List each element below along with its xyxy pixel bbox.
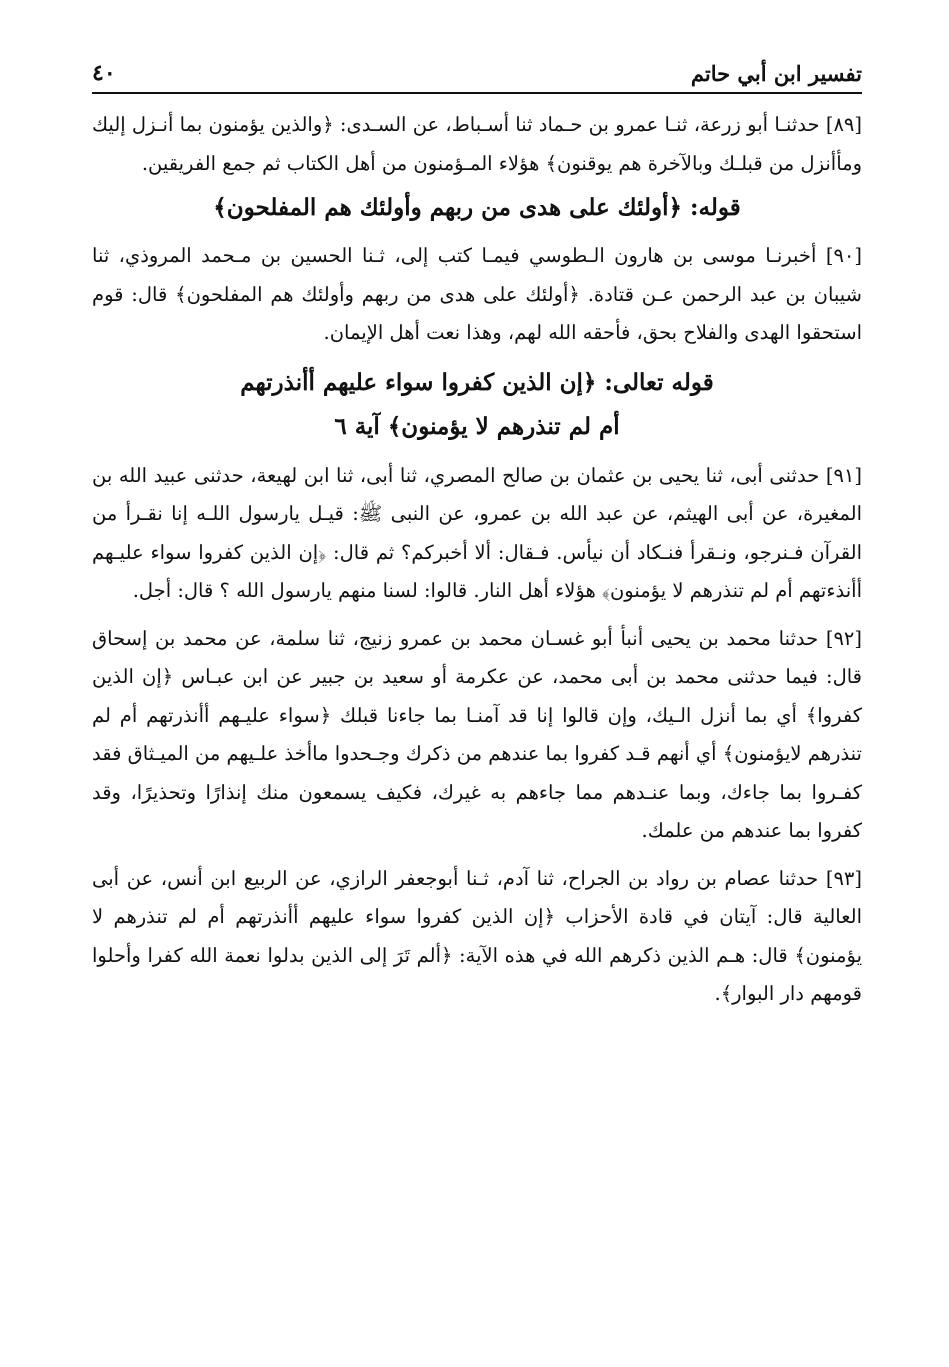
book-title: تفسير ابن أبي حاتم <box>690 61 862 86</box>
section-heading-1: قوله: ﴿أولئك على هدى من ربهم وأولئك هم المفلحون﴾ <box>213 194 741 221</box>
section-heading-2-line-2: أم لم تنذرهم لا يؤمنون﴾ آية ٦ <box>334 412 620 440</box>
book-page <box>92 40 862 1014</box>
section-heading-2-line-1: قوله تعالى: ﴿إن الذين كفروا سواء عليهم أأنذرتهم <box>240 368 714 396</box>
page-number: ٤٠ <box>92 60 116 86</box>
paragraph-90: [٩٠] أخبرنـا موسى بن هارون الـطوسي فيمـا كتب إلى، ثـنا الحسين بن مـحمد المروذي، ثنا شيبان بن عبد الرحمن عـن قتادة. ﴿أولئك على هدى من ربهم وأولئك هم المفلحون﴾ قال: قوم استحقوا الهدى والفلاح بحق، فأحقه الله لهم، وهذا نعت أهل الإيمان. <box>92 244 862 344</box>
section-heading-2 <box>92 361 862 449</box>
paragraph-91: [٩١] حدثنى أبى، ثنا يحيى بن عثمان بن صالح المصري، ثنا أبى، ثنا ابن لهيعة، حدثنى عبيد الله بن المغيرة، عن أبى الهيثم، عن عبد الله بن عمرو، عن النبى ﷺ: قيـل يارسول اللـه إنا نقـرأ من القرآن فـنرجو، ونـقرأ فنـكاد أن نيأس. فـقال: ألا أخبركم؟ ثم قال: ﴿إن الذين كفروا سواء عليـهم أأنذءتهم أم لم تنذرهم لا يؤمنون﴾ هؤلاء أهل النار. قالوا: لسنا منهم يارسول الله ؟ قال: أجل. <box>92 463 863 602</box>
paragraph-89: [٨٩] حدثنـا أبو زرعة، ثنـا عمرو بن حـماد ثنا أسـباط، عن السـدى: ﴿والذين يؤمنون بما أنـزل إليك ومأأنزل من قبلـك وبالآخرة هم يوقنون﴾ هؤلاء المـؤمنون من أهل الكتاب ثم جمع الفريقين. <box>92 113 862 175</box>
page-header <box>92 40 862 94</box>
paragraph-93: [٩٣] حدثنا عصام بن رواد بن الجراح، ثنا آدم، ثـنا أبوجعفر الرازي، عن الربيع ابن أنس، عن أبى العالية قال: آيتان في قادة الأحزاب ﴿إن الذين كفروا سواء عليهم أأنذرتهم أم لم تنذرهم لا يؤمنون﴾ قال: هـم الذين ذكرهم الله في هذه الآية: ﴿ألم تَرَ إلى الذين بدلوا نعمة الله كفرا وأحلوا قومهم دار البوار﴾. <box>92 866 862 1005</box>
paragraph-92: [٩٢] حدثنا محمد بن يحيى أنبأ أبو غسـان محمد بن عمرو زنيج، ثنا سلمة، عن محمد بن إسحاق قال: فيما حدثنى محمد بن أبى محمد، عن عكرمة أو سعيد بن جبير عن ابن عبـاس ﴿إن الذين كفروا﴾ أي بما أنزل الـيك، وإن قالوا إنا قد آمنـا بما جاءنا قبلك ﴿سواء عليـهم أأنذرتهم أم لم تنذرهم لايؤمنون﴾ أي أنهم قـد كفروا بما عندهم من ذكرك وجـحدوا ماأخذ علـيهم من الميـثاق فقد كفـروا بما جاءك، وبما عنـدهم مما جاءهم به غيرك، فكيف يسمعون منك إنذارًا وتحذيرًا، وقد كفروا بما عندهم من علمك. <box>92 626 862 842</box>
